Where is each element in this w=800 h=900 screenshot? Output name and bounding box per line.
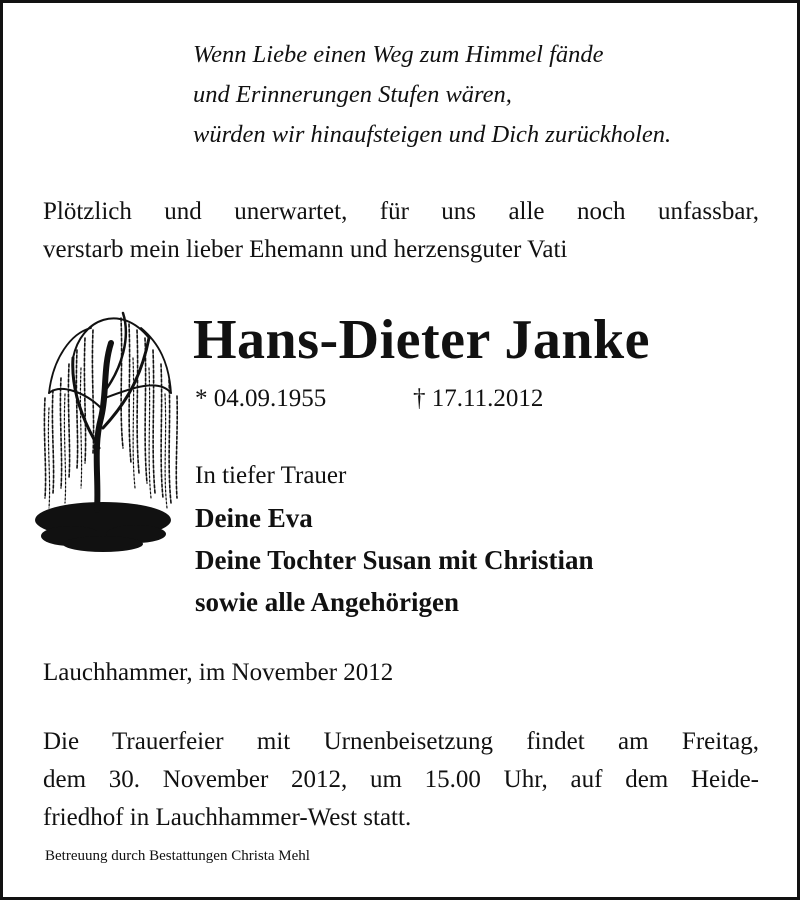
mourner-name: Deine Eva bbox=[195, 503, 313, 533]
funeral-line: dem 30. November 2012, um 15.00 Uhr, auf dem Heide- bbox=[43, 766, 759, 793]
place-and-date: Lauchhammer, im November 2012 bbox=[43, 659, 394, 686]
weeping-willow-tree-icon bbox=[31, 298, 181, 560]
intro-line: verstarb mein lieber Ehemann und herzensguter Vati bbox=[43, 236, 568, 263]
intro-text bbox=[43, 193, 759, 269]
deceased-name: Hans-Dieter Janke bbox=[193, 309, 650, 371]
poem-line: Wenn Liebe einen Weg zum Himmel fände bbox=[193, 41, 604, 68]
funeral-details bbox=[43, 723, 759, 837]
poem-line: und Erinnerungen Stufen wären, bbox=[193, 81, 512, 108]
funeral-home-credit: Betreuung durch Bestattungen Christa Mehl bbox=[45, 848, 310, 864]
mourning-heading: In tiefer Trauer bbox=[195, 462, 347, 489]
memorial-poem bbox=[193, 35, 671, 155]
birth-date: * 04.09.1955 bbox=[195, 385, 327, 412]
death-date: † 17.11.2012 bbox=[413, 385, 544, 412]
mourner-name: Deine Tochter Susan mit Christian bbox=[195, 545, 594, 575]
funeral-line: friedhof in Lauchhammer-West statt. bbox=[43, 804, 412, 831]
intro-line: Plötzlich und unerwartet, für uns alle noch unfassbar, bbox=[43, 198, 759, 225]
funeral-line: Die Trauerfeier mit Urnenbeisetzung findet am Freitag, bbox=[43, 728, 759, 755]
poem-line: würden wir hinaufsteigen und Dich zurückholen. bbox=[193, 121, 672, 148]
life-dates bbox=[195, 385, 543, 413]
mourners-block bbox=[195, 455, 594, 623]
mourner-name: sowie alle Angehörigen bbox=[195, 587, 459, 617]
